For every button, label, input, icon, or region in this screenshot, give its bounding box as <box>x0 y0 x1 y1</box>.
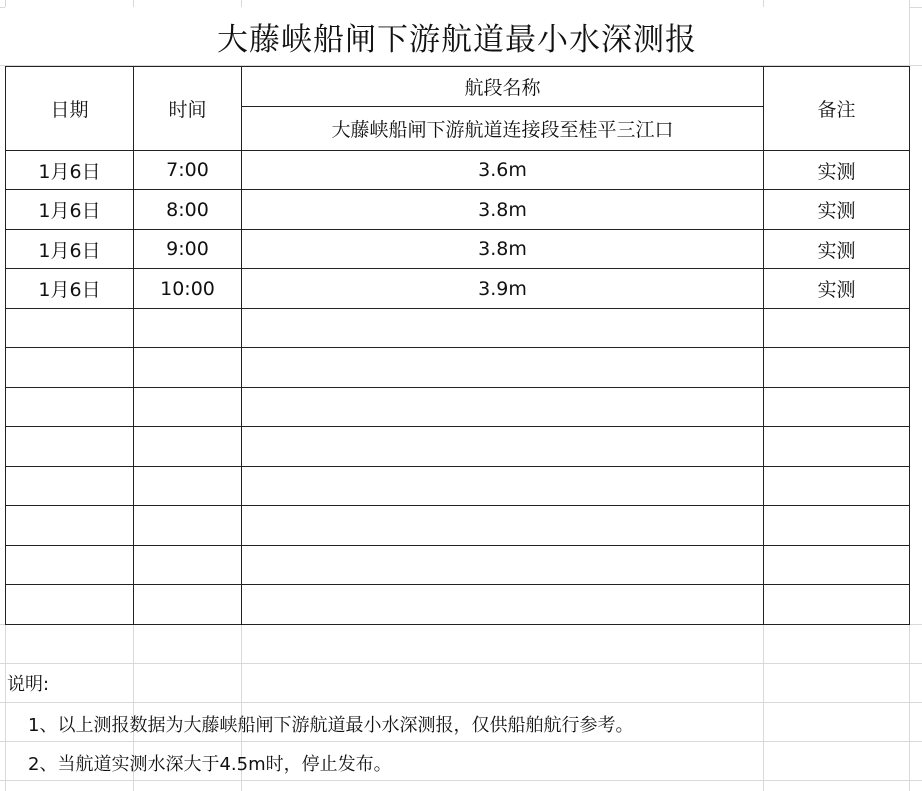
table-row <box>6 269 910 309</box>
cell-depth[interactable]: 3.8m <box>242 230 764 269</box>
empty-cell[interactable] <box>764 546 910 585</box>
cell-time[interactable]: 10:00 <box>134 269 242 309</box>
grid-row-line <box>0 663 922 664</box>
empty-cell[interactable] <box>242 506 764 546</box>
empty-row <box>6 467 910 506</box>
empty-cell[interactable] <box>242 348 764 388</box>
cell-remark[interactable]: 实测 <box>764 269 910 309</box>
table-row <box>6 190 910 230</box>
cell-depth[interactable]: 3.9m <box>242 269 764 309</box>
empty-cell[interactable] <box>242 427 764 467</box>
cell-date[interactable]: 1月6日 <box>6 190 134 230</box>
empty-cell[interactable] <box>6 467 134 506</box>
cell-date[interactable]: 1月6日 <box>6 151 134 190</box>
cell-time[interactable]: 8:00 <box>134 190 242 230</box>
note-item: 1、以上测报数据为大藤峡船闸下游航道最小水深测报，仅供船舶航行参考。 <box>28 715 634 736</box>
cell-depth[interactable]: 3.6m <box>242 151 764 190</box>
empty-cell[interactable] <box>242 546 764 585</box>
empty-cell[interactable] <box>134 427 242 467</box>
empty-row <box>6 427 910 467</box>
empty-cell[interactable] <box>242 467 764 506</box>
table-row <box>6 151 910 190</box>
empty-cell[interactable] <box>134 348 242 388</box>
empty-cell[interactable] <box>6 309 134 348</box>
grid-row-line <box>0 741 922 742</box>
empty-cell[interactable] <box>764 506 910 546</box>
cell-remark[interactable]: 实测 <box>764 190 910 230</box>
header-time[interactable]: 时间 <box>134 67 242 151</box>
depth-report-table <box>5 66 910 625</box>
header-segment-name[interactable]: 大藤峡船闸下游航道连接段至桂平三江口 <box>242 107 764 151</box>
cell-depth[interactable]: 3.8m <box>242 190 764 230</box>
cell-date[interactable]: 1月6日 <box>6 269 134 309</box>
header-segment-group[interactable]: 航段名称 <box>242 67 764 107</box>
table-row <box>6 230 910 269</box>
empty-cell[interactable] <box>134 388 242 427</box>
header-remark[interactable]: 备注 <box>764 67 910 151</box>
cell-date[interactable]: 1月6日 <box>6 230 134 269</box>
empty-cell[interactable] <box>6 585 134 625</box>
empty-row <box>6 506 910 546</box>
grid-row-line <box>0 702 922 703</box>
empty-cell[interactable] <box>134 467 242 506</box>
grid-row-line <box>0 780 922 781</box>
empty-cell[interactable] <box>6 427 134 467</box>
empty-row <box>6 388 910 427</box>
empty-cell[interactable] <box>242 388 764 427</box>
empty-cell[interactable] <box>6 388 134 427</box>
empty-cell[interactable] <box>6 546 134 585</box>
note-item: 2、当航道实测水深大于4.5m时，停止发布。 <box>28 754 392 775</box>
empty-cell[interactable] <box>134 546 242 585</box>
report-title: 大藤峡船闸下游航道最小水深测报 <box>5 7 909 65</box>
empty-cell[interactable] <box>6 506 134 546</box>
empty-cell[interactable] <box>6 348 134 388</box>
empty-row <box>6 546 910 585</box>
empty-row <box>6 585 910 625</box>
cell-time[interactable]: 9:00 <box>134 230 242 269</box>
cell-remark[interactable]: 实测 <box>764 151 910 190</box>
empty-cell[interactable] <box>764 388 910 427</box>
empty-cell[interactable] <box>764 585 910 625</box>
empty-cell[interactable] <box>764 467 910 506</box>
empty-cell[interactable] <box>242 585 764 625</box>
empty-cell[interactable] <box>134 585 242 625</box>
notes-label: 说明: <box>7 674 50 695</box>
empty-row <box>6 309 910 348</box>
empty-cell[interactable] <box>764 348 910 388</box>
header-date[interactable]: 日期 <box>6 67 134 151</box>
empty-cell[interactable] <box>134 309 242 348</box>
empty-cell[interactable] <box>134 506 242 546</box>
empty-row <box>6 348 910 388</box>
cell-time[interactable]: 7:00 <box>134 151 242 190</box>
empty-cell[interactable] <box>764 427 910 467</box>
cell-remark[interactable]: 实测 <box>764 230 910 269</box>
empty-cell[interactable] <box>242 309 764 348</box>
empty-cell[interactable] <box>764 309 910 348</box>
